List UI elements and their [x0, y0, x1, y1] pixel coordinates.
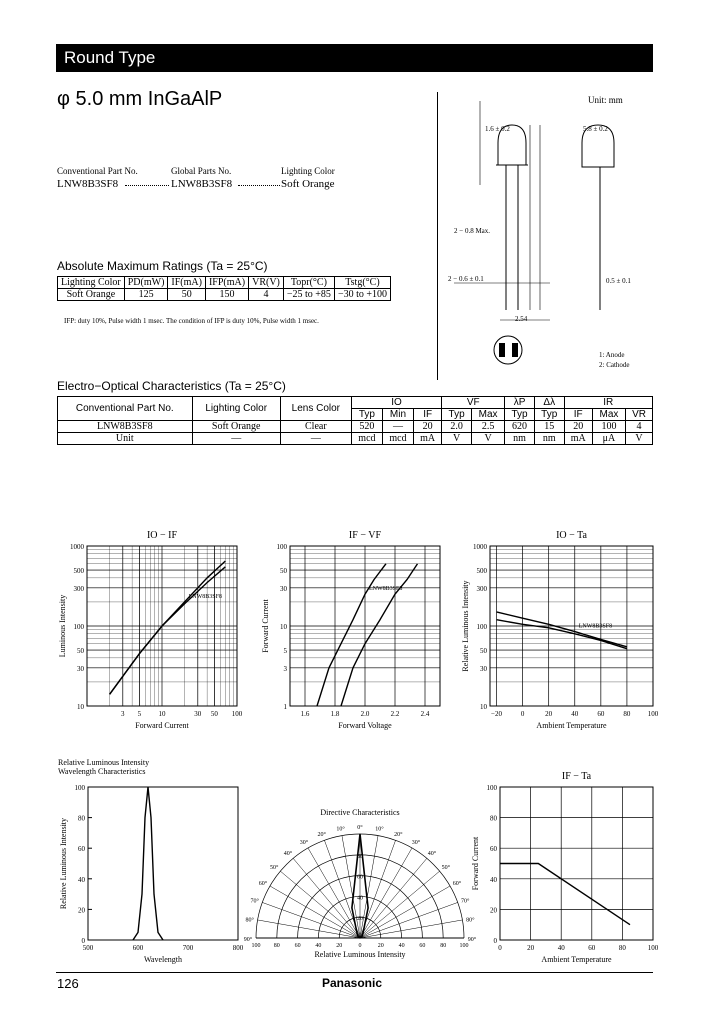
angle-label: 50°: [441, 865, 451, 872]
series-label: LNW8B3SF8: [188, 593, 222, 600]
y-tick-label: 500: [476, 567, 487, 576]
table-header: Lighting Color: [192, 397, 280, 421]
radius-label: 20: [357, 916, 363, 923]
x-tick-label: 40: [315, 943, 322, 949]
table-cell: Soft Orange: [192, 421, 280, 433]
series-line: [500, 864, 630, 925]
charts-area: [0, 520, 720, 970]
x-tick-label: 1.8: [330, 710, 340, 718]
series-line: [110, 567, 226, 695]
y-tick-label: 80: [78, 814, 85, 823]
angle-label: 40°: [283, 851, 293, 858]
y-tick-label: 50: [280, 567, 287, 576]
table-cell: V: [626, 433, 653, 445]
y-tick-label: 10: [480, 703, 487, 711]
table-cell: LNW8B3SF8: [58, 421, 193, 433]
angle-label: 70°: [250, 898, 259, 905]
y-tick-label: 0: [493, 937, 497, 945]
x-tick-label: 100: [251, 943, 261, 949]
table-cell: nm: [534, 433, 564, 445]
x-axis-label: Wavelength: [143, 955, 183, 964]
table-header: IR: [564, 397, 652, 409]
table-cell: V: [442, 433, 472, 445]
table-subheader: IF: [564, 409, 592, 421]
table-cell: 50: [168, 289, 206, 301]
table-cell: −25 to +85: [283, 289, 334, 301]
cathode-label: 2: Cathode: [599, 361, 630, 369]
table-header: Tstg(°C): [334, 277, 390, 289]
table-subheader: IF: [414, 409, 442, 421]
angle-label: 20°: [394, 831, 403, 838]
table-cell: mcd: [382, 433, 413, 445]
x-tick-label: 0: [358, 943, 362, 949]
y-tick-label: 300: [476, 584, 487, 593]
table-subheader: Max: [592, 409, 625, 421]
table-cell: —: [382, 421, 413, 433]
table-cell: V: [471, 433, 504, 445]
table-cell: —: [192, 433, 280, 445]
chart-title: IF − VF: [348, 530, 382, 541]
table-cell: 520: [351, 421, 382, 433]
x-tick-label: 80: [623, 710, 631, 718]
x-axis-label: Forward Current: [135, 721, 189, 730]
table-cell: mA: [564, 433, 592, 445]
anode-label: 1: Anode: [599, 351, 625, 359]
x-tick-label: 40: [557, 944, 565, 952]
radius-label: 60: [357, 874, 363, 881]
table-cell: 2.5: [471, 421, 504, 433]
svg-text:2 − 0.8 Max.: 2 − 0.8 Max.: [454, 227, 491, 235]
table-cell: mA: [414, 433, 442, 445]
x-tick-label: 60: [597, 710, 605, 718]
y-tick-label: 20: [78, 906, 85, 915]
x-tick-label: 60: [294, 943, 301, 949]
y-tick-label: 40: [490, 875, 497, 884]
x-axis-label: Relative Luminous Intensity: [314, 950, 406, 959]
x-tick-label: 60: [588, 944, 596, 952]
x-tick-label: 100: [231, 710, 243, 718]
y-tick-label: 100: [476, 623, 487, 631]
svg-text:2 − 0.6 ± 0.1: 2 − 0.6 ± 0.1: [448, 275, 484, 283]
chart-if-ta: [471, 771, 659, 964]
x-tick-label: 3: [121, 710, 125, 718]
x-tick-label: 2.4: [420, 710, 430, 718]
section-banner: Round Type: [56, 44, 653, 72]
y-tick-label: 40: [78, 875, 85, 884]
table-cell: 620: [505, 421, 535, 433]
unit-label: Unit: mm: [588, 95, 623, 105]
y-tick-label: 100: [486, 784, 497, 792]
eo-table: [57, 396, 653, 445]
x-tick-label: 10: [158, 710, 166, 718]
angle-label: 30°: [411, 840, 421, 847]
table-header: VR(V): [249, 277, 284, 289]
page-title: φ 5.0 mm InGaAlP: [57, 88, 223, 110]
table-cell: 20: [414, 421, 442, 433]
brand-logo: Panasonic: [322, 976, 383, 990]
x-tick-label: 500: [82, 944, 94, 952]
y-axis-label: Luminous Intensity: [58, 594, 67, 658]
svg-text:2.54: 2.54: [515, 315, 528, 323]
chart-title: Directive Characteristics: [320, 808, 400, 817]
angle-label: 80°: [245, 917, 254, 924]
chart-title: Wavelength Characteristics: [58, 767, 146, 776]
x-tick-label: 20: [527, 944, 535, 952]
x-tick-label: 80: [618, 944, 626, 952]
y-tick-label: 30: [280, 584, 287, 593]
table-cell: 100: [592, 421, 625, 433]
y-tick-label: 500: [73, 567, 84, 576]
chart-title: Relative Luminous Intensity: [58, 758, 150, 767]
x-tick-label: 1.6: [300, 710, 310, 718]
chart-title: IO − Ta: [556, 530, 587, 541]
y-tick-label: 30: [77, 664, 84, 673]
y-tick-label: 0: [81, 937, 85, 945]
y-tick-label: 80: [490, 814, 497, 823]
table-header: Lens Color: [280, 397, 351, 421]
angle-label: 10°: [336, 826, 345, 833]
y-tick-label: 100: [73, 623, 84, 631]
y-axis-label: Forward Current: [261, 599, 270, 653]
table-cell: 125: [124, 289, 168, 301]
y-tick-label: 100: [74, 784, 85, 792]
table-cell: 4: [249, 289, 284, 301]
table-header: IO: [351, 397, 441, 409]
radius-label: 80: [357, 853, 363, 860]
table-cell: 15: [534, 421, 564, 433]
x-tick-label: 80: [440, 943, 447, 949]
svg-text:5.8 ± 0.2: 5.8 ± 0.2: [583, 125, 608, 133]
x-axis-label: Ambient Temperature: [536, 721, 607, 730]
x-tick-label: 20: [336, 943, 343, 949]
footer-rule: [56, 972, 653, 973]
x-tick-label: 20: [545, 710, 553, 718]
angle-label: 40°: [427, 851, 437, 858]
series-line: [133, 787, 163, 940]
x-axis-label: Ambient Temperature: [541, 955, 612, 964]
table-cell: −30 to +100: [334, 289, 390, 301]
angle-label: 30°: [299, 840, 309, 847]
svg-text:0.5 ± 0.1: 0.5 ± 0.1: [606, 277, 631, 285]
table-header: Lighting Color: [58, 277, 125, 289]
leader-dots: [125, 185, 169, 186]
chart-title: IF − Ta: [561, 771, 592, 782]
y-tick-label: 50: [480, 647, 487, 656]
x-tick-label: 50: [210, 710, 218, 718]
y-tick-label: 60: [78, 845, 85, 854]
table-header: Δλ: [534, 397, 564, 409]
x-tick-label: 100: [647, 944, 659, 952]
x-tick-label: −20: [491, 710, 502, 718]
angle-label: 80°: [466, 917, 475, 924]
x-tick-label: 700: [182, 944, 194, 952]
chart-if-vf: [261, 530, 440, 730]
angle-label: 0°: [357, 825, 363, 831]
value-conventional-part: LNW8B3SF8: [57, 178, 119, 190]
radius-label: 40: [357, 895, 363, 902]
table-cell: Soft Orange: [58, 289, 125, 301]
x-tick-label: 20: [377, 943, 384, 949]
angle-label: 60°: [258, 881, 268, 887]
label-lighting-color: Lighting Color: [281, 166, 335, 176]
table-header: Conventional Part No.: [58, 397, 193, 421]
page-number: 126: [57, 976, 79, 991]
table-header: Topr(°C): [283, 277, 334, 289]
leader-dots: [238, 185, 280, 186]
x-tick-label: 100: [459, 943, 469, 949]
y-axis-label: Relative Luminous Intensity: [59, 817, 68, 910]
value-lighting-color: Soft Orange: [281, 178, 335, 190]
svg-text:1.6 ± 0.2: 1.6 ± 0.2: [485, 125, 510, 133]
y-tick-label: 20: [490, 906, 497, 915]
x-axis-label: Forward Voltage: [338, 721, 392, 730]
divider-line: [437, 92, 438, 380]
x-tick-label: 2.2: [390, 710, 400, 718]
eo-title: Electro−Optical Characteristics (Ta = 25°C): [57, 379, 286, 393]
table-cell: 150: [205, 289, 248, 301]
table-subheader: Typ: [351, 409, 382, 421]
table-cell: 20: [564, 421, 592, 433]
chart-io-ta: [461, 530, 659, 730]
table-cell: 4: [626, 421, 653, 433]
angle-label: 90°: [467, 937, 477, 943]
y-tick-label: 10: [77, 703, 84, 711]
label-global-part: Global Parts No.: [171, 166, 232, 176]
y-tick-label: 1000: [70, 543, 84, 551]
y-tick-label: 10: [280, 623, 287, 631]
series-label: LNW8B3SF8: [578, 623, 613, 630]
x-tick-label: 40: [398, 943, 405, 949]
chart-wavelength: [58, 758, 244, 964]
table-subheader: Max: [471, 409, 504, 421]
y-tick-label: 3: [283, 664, 287, 673]
x-tick-label: 0: [498, 944, 502, 952]
table-header: λP: [505, 397, 535, 409]
table-subheader: Min: [382, 409, 413, 421]
series-line: [317, 564, 386, 706]
table-header: VF: [442, 397, 505, 409]
value-global-part: LNW8B3SF8: [171, 178, 233, 190]
y-axis-label: Forward Current: [471, 836, 480, 891]
abs-max-note: IFP: duty 10%, Pulse width 1 msec. The condition of IFP is duty 10%, Pulse width 1 msec.: [64, 317, 319, 325]
series-label: LNW8B3SF8: [369, 586, 403, 593]
y-tick-label: 50: [77, 647, 84, 656]
table-cell: Unit: [58, 433, 193, 445]
chart-title: IO − IF: [146, 530, 178, 541]
x-tick-label: 80: [273, 943, 280, 949]
x-tick-label: 60: [419, 943, 426, 949]
abs-max-title: Absolute Maximum Ratings (Ta = 25°C): [57, 259, 268, 273]
angle-label: 50°: [269, 865, 279, 872]
table-cell: mcd: [351, 433, 382, 445]
plot-frame: [88, 787, 238, 940]
chart-io-if: [58, 530, 243, 730]
x-tick-label: 100: [647, 710, 659, 718]
table-cell: μA: [592, 433, 625, 445]
x-tick-label: 5: [137, 710, 142, 718]
series-line: [341, 564, 418, 706]
table-subheader: VR: [626, 409, 653, 421]
angle-label: 60°: [452, 881, 462, 887]
label-conventional-part: Conventional Part No.: [57, 166, 138, 176]
angle-label: 90°: [243, 937, 253, 943]
x-tick-label: 800: [232, 944, 244, 952]
y-tick-label: 1: [283, 703, 287, 711]
table-subheader: Typ: [442, 409, 472, 421]
y-tick-label: 100: [276, 543, 287, 551]
chart-directive: [244, 808, 477, 959]
table-cell: —: [280, 433, 351, 445]
abs-max-table: [57, 276, 391, 301]
table-header: PD(mW): [124, 277, 168, 289]
y-tick-label: 1000: [473, 543, 487, 551]
y-tick-label: 30: [480, 664, 487, 673]
table-cell: Clear: [280, 421, 351, 433]
outline-drawing: [440, 95, 654, 380]
x-tick-label: 0: [520, 710, 525, 718]
angle-label: 70°: [461, 898, 470, 905]
angle-label: 20°: [317, 831, 326, 838]
table-cell: 2.0: [442, 421, 472, 433]
table-header: IF(mA): [168, 277, 206, 289]
x-tick-label: 600: [132, 944, 144, 952]
x-tick-label: 30: [194, 710, 202, 718]
x-tick-label: 2.0: [360, 710, 370, 718]
y-tick-label: 5: [283, 647, 287, 656]
y-tick-label: 300: [73, 584, 84, 593]
y-axis-label: Relative Luminous Intensity: [461, 580, 470, 672]
angle-label: 10°: [375, 826, 384, 833]
table-subheader: Typ: [534, 409, 564, 421]
table-header: IFP(mA): [205, 277, 248, 289]
x-tick-label: 40: [571, 710, 579, 718]
table-cell: nm: [505, 433, 535, 445]
y-tick-label: 60: [490, 845, 497, 854]
table-subheader: Typ: [505, 409, 535, 421]
